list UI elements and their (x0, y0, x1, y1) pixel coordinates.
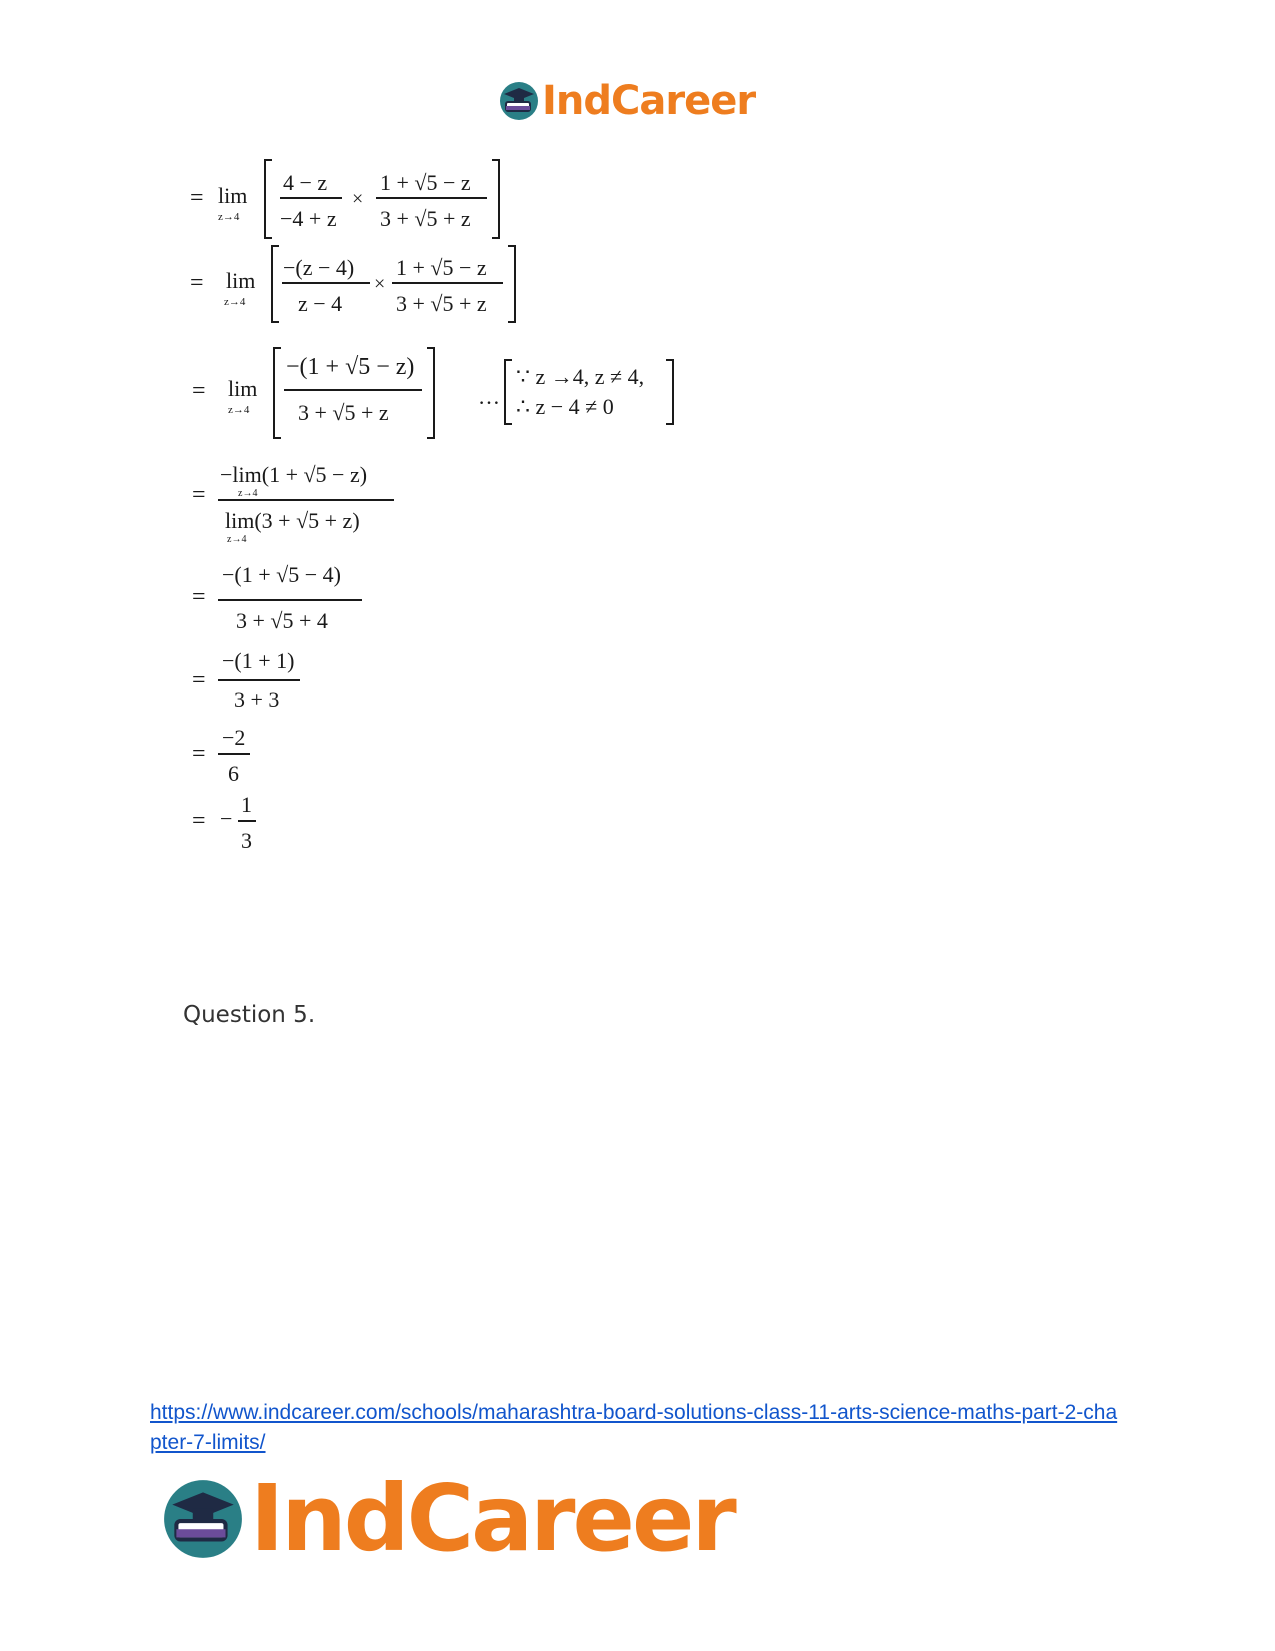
step-3-den: 3 + √5 + z (298, 400, 389, 425)
step-4 (192, 462, 394, 545)
step-1-num1: 4 − z (283, 170, 328, 195)
step-6-num: −(1 + 1) (222, 648, 295, 673)
step-2-num1: −(z − 4) (283, 255, 355, 280)
logo-wordmark: IndCareer (542, 78, 756, 124)
graduation-book-icon (160, 1476, 246, 1562)
step-8-den: 3 (241, 828, 252, 853)
lim-subscript: z→4 (218, 211, 240, 223)
lim-subscript: z→4 (224, 296, 246, 308)
step-7-num: −2 (222, 725, 246, 750)
lim-operator: lim (218, 183, 248, 208)
step-3-num: −(1 + √5 − z) (286, 354, 415, 380)
lim-operator: lim (228, 376, 258, 401)
lim-subscript: z→4 (238, 488, 258, 499)
step-2 (190, 246, 515, 322)
step-5 (192, 562, 362, 633)
equals-sign: = (192, 808, 206, 834)
step-5-num: −(1 + √5 − 4) (222, 562, 341, 587)
equals-sign: = (192, 482, 206, 508)
step-6-den: 3 + 3 (234, 687, 280, 712)
step-2-den2: 3 + √5 + z (396, 291, 487, 316)
step-1-den2: 3 + √5 + z (380, 206, 471, 231)
step-2-num2: 1 + √5 − z (396, 255, 487, 280)
lim-subscript: z→4 (227, 534, 247, 545)
step-7-den: 6 (228, 761, 239, 786)
equals-sign: = (190, 270, 204, 296)
step-4-num: −lim(1 + √5 − z) (220, 462, 368, 487)
step-3 (192, 348, 673, 438)
step-8 (192, 792, 256, 853)
minus-sign: − (220, 806, 233, 831)
step-1 (190, 160, 499, 238)
step-1-den1: −4 + z (280, 206, 337, 231)
equals-sign: = (192, 741, 206, 767)
step-7 (192, 725, 250, 786)
equals-sign: = (190, 185, 204, 211)
step-5-den: 3 + √5 + 4 (236, 608, 328, 633)
step-4-den: lim(3 + √5 + z) (225, 508, 360, 533)
indcareer-logo-bottom (160, 1465, 734, 1572)
equals-sign: = (192, 378, 206, 404)
logo-wordmark: IndCareer (250, 1465, 734, 1572)
step-2-den1: z − 4 (298, 291, 343, 316)
times-sign: × (374, 273, 386, 295)
ellipsis: … (478, 384, 500, 409)
step-6 (192, 648, 300, 712)
equals-sign: = (192, 584, 206, 610)
condition-since: ∵ z →4, z ≠ 4, (516, 364, 645, 389)
times-sign: × (352, 188, 364, 210)
step-1-num2: 1 + √5 − z (380, 170, 471, 195)
lim-subscript: z→4 (228, 404, 250, 416)
question-label: Question 5. (183, 1002, 316, 1028)
step-8-num: 1 (241, 792, 252, 817)
condition-therefore: ∴ z − 4 ≠ 0 (516, 394, 614, 419)
source-url-link[interactable]: https://www.indcareer.com/schools/maharashtra-board-solutions-class-11-arts-science-maths-part-2-chapter-7-limits/ (150, 1401, 1118, 1454)
equals-sign: = (192, 667, 206, 693)
lim-operator: lim (226, 268, 256, 293)
